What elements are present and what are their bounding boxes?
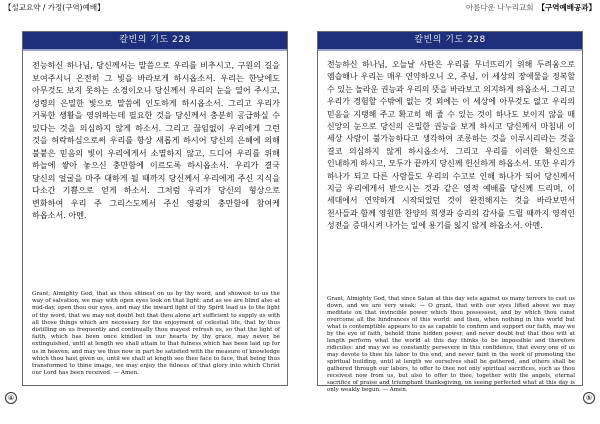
header-site-name: 아름다운 나누리교회 — [465, 3, 534, 12]
right-english-prayer: Grant, Almighty God, that since Satan at this day sets against us many terrors to cast us down, and we are very weak; — O grant, that with our eyes lifted above we may meditate on that invincible power which thou possessest, and by which thou canst overcome all the hindrances of this world: and then, when nothing in this world but what is contemptible appears to us as capable to confirm and support our faith, may we by the eye of faith, behold thine hidden power, and never doubt but that thou wilt at length perform what the world at this day thinks to be impossible and therefore ridicules: and may we so constantly persevere in this confidence, that every one of us may devote to thee his labor to the end, and never faint in the work of promoting the spiritual building, until at length we ourselves shall be gathered, and others shall be gathered through our labors, to offer to thee not only spiritual sacrifices, such as thou receivest now from us, but also to offer to thee, together with the angels, eternal sacrifice of praise and triumphant thanksgiving, on seeing perfected what at this day is only weakly begun. — Amen. — [327, 296, 575, 393]
right-korean-prayer: 전능하신 하나님, 오늘날 사탄은 우리를 무너뜨리기 위해 두려움으로 엠습해나 우리는 매우 연약하오니 오, 주님, 이 세상의 장애물을 정복할 수 있는 놀라운 권능과 우리의 뜻을 바라보고 의지하게 하옵소서. 그리고 우리가 경험할 수밖에 없는 것 외에는 이 세상에 아무것도 없고 우리의 믿음을 지탱해 주고 확고히 해 줄 수 있는 것이 하나도 보이지 않을 때 신앙의 눈으로 당신의 은밀한 권능을 보게 하시고 당신께서 마침내 이 세상 사람이 불가능하다고 생각하여 조롱하는 것을 이루시리라는 것을 결코 의심하지 않게 하시옵소서. 그리고 우리를 이러한 확신으로 인내하게 하시고, 모두가 끝까지 당신께 헌신하게 하옵소서. 또한 우리가 하나가 되고 다른 사람들도 우리의 수고로 인해 하나가 되어 당신께서 지금 우리에게서 받으시는 것과 같은 영적 예배를 당신께 드리며, 이 세대에서 연약하게 시작되었던 것이 완전해지는 것을 바라보면서 천사들과 함께 영원한 찬양의 희생과 승리의 감사를 드릴 때까지 영적인 성전을 증대시켜 나가는 일에 용기를 잃지 않게 하옵소서. 아멘. — [327, 60, 575, 231]
right-page-number: ⑤ — [583, 392, 595, 404]
header-right — [466, 2, 596, 13]
header-right-label: 【구역예배공과】 — [537, 3, 596, 12]
right-page-title: 칼빈의 기도 228 — [318, 32, 582, 51]
left-page-number: ④ — [5, 392, 17, 404]
left-page — [22, 31, 288, 386]
left-korean-prayer: 전능하신 하나님, 당신께서는 말씀으로 우리를 비추시고, 구원의 길을 보여주시니 온전히 그 빛을 바라보게 하시옵소서. 우리는 한낮에도 아무것도 보지 못하는 소경이오니 당신께서 우리의 눈을 열어 주시고, 성령의 은밀한 빛으로 말씀에 인도하게 하시옵소서. 그리고 우리가 거룩한 생활을 영위하는데 필요한 것을 당신께서 충분히 공급하실 수 있다는 것을 의심하지 않게 하소서. 그리고 끊임없이 우리에게 그런 것을 허락하심으로써 우리를 항상 새롭게 하시어 당신의 은혜에 의해 불붙은 믿음의 빛이 우리에게서 소멸하지 않고, 드디어 우리를 위해 하늘에 쌓아 놓으신 충만함에 이르도록 하시옵소서. 우리가 결국 당신의 얼굴을 마주 대하게 될 때까지 당신께서 우리에게 주신 지식을 다소간 기쁨으로 얻게 하소서. 그처럼 우리가 당신의 형상으로 변화하여 우리 주 그리스도께서 주신 영광의 충만함에 참여케 하옵소서. 아멘. — [32, 60, 280, 220]
left-page-title: 칼빈의 기도 228 — [23, 32, 287, 51]
left-english-prayer: Grant, Almighty God, that as thou shinest on us by thy word, and showest to us the way of salvation, we may with open eyes look on that light: and as we are blind also at mid-day, open thou our eyes, and may the inward light of thy Spirit lead us to the light of thy word, that we may not doubt but that thou alone art sufficient to supply us with all those things which are necessary for the enjoyment of celestial life, that by thus distilling on us frequently and continually thou mayest refresh us, so that the light of faith, which has been once kindled in our hearts by thy grace, may never be extinguished, until at length we shall attain to that fulness which has been laid up for us in heaven; and may we thus now in part be satisfied with the measure of knowledge which thou hast given us, until we shall at length see thee face to face, that being thus transformed to thine image, we may enjoy the fulness of that glory into which Christ our Lord has been received. — Amen. — [32, 291, 280, 377]
header-left-title: 【설교요약 / 가정(구역)예배】 — [4, 3, 105, 12]
right-page — [317, 31, 583, 393]
